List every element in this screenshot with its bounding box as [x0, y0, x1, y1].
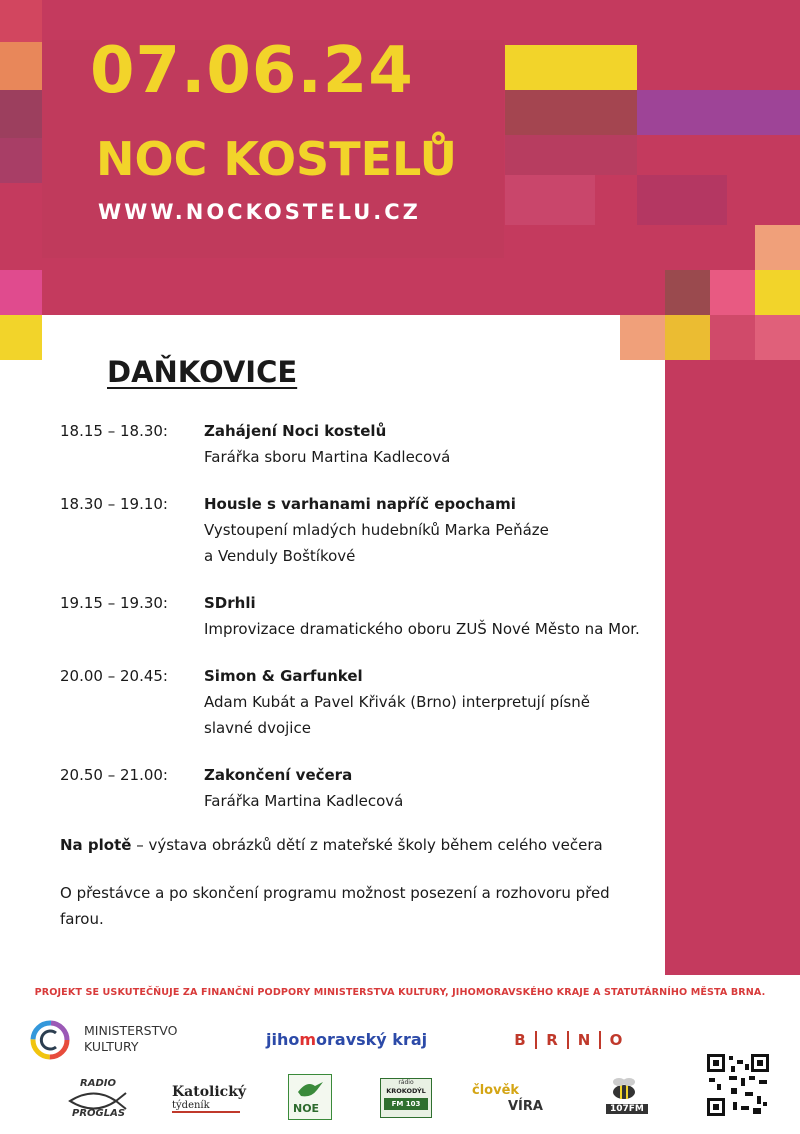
- tydenik-label: týdeník: [172, 1100, 240, 1113]
- schedule-time: 18.15 – 18.30:: [60, 422, 168, 440]
- schedule-line: slavné dvojice: [204, 719, 311, 737]
- schedule-title: Simon & Garfunkel: [204, 667, 363, 685]
- ministry-ring-icon: [28, 1018, 72, 1062]
- schedule-title: Housle s varhanami napříč epochami: [204, 495, 516, 513]
- event-website: WWW.NOCKOSTELU.CZ: [98, 200, 421, 224]
- place-heading: DAŇKOVICE: [107, 355, 298, 389]
- katolicky-label: Katolický: [172, 1084, 247, 1100]
- schedule-title: Zahájení Noci kostelů: [204, 422, 387, 440]
- deco-square: [755, 315, 800, 360]
- ministry-of-culture-logo: [28, 1018, 228, 1062]
- deco-square: [0, 138, 42, 183]
- schedule-line: Vystoupení mladých hudebníků Marka Peňáze: [204, 521, 549, 539]
- krokodyl-fm-label: FM 103: [384, 1098, 428, 1110]
- schedule-time: 19.15 – 19.30:: [60, 594, 168, 612]
- south-moravian-region-logo: [266, 1030, 427, 1049]
- region-text-b: m: [299, 1030, 317, 1049]
- schedule-description: [204, 590, 660, 642]
- deco-square: [505, 45, 637, 90]
- region-text-c: oravský kraj: [316, 1030, 428, 1049]
- brno-letter: O: [609, 1031, 623, 1049]
- schedule-description: [204, 491, 660, 569]
- funding-statement: PROJEKT SE USKUTEČŇUJE ZA FINANČNÍ PODPORY MINISTERSTVA KULTURY, JIHOMORAVSKÉHO KRAJE A STATUTÁRNÍHO MĚSTA BRNA.: [34, 987, 766, 998]
- right-color-band: [665, 315, 800, 975]
- deco-square: [505, 135, 637, 175]
- deco-square: [755, 270, 800, 315]
- region-text-a: jiho: [266, 1030, 300, 1049]
- deco-square: [710, 315, 755, 360]
- schedule-title: SDrhli: [204, 594, 256, 612]
- proglas-label: PROGLAS: [72, 1108, 126, 1119]
- tv-noe-logo: [288, 1074, 332, 1120]
- schedule-line: a Venduly Boštíkové: [204, 547, 356, 565]
- schedule-item: [60, 663, 660, 741]
- krokodyl-radio-label: rádio: [398, 1079, 414, 1086]
- deco-square: [505, 90, 637, 135]
- schedule-title: Zakončení večera: [204, 766, 353, 784]
- schedule-item: [60, 418, 660, 470]
- schedule-line: Adam Kubát a Pavel Křivák (Brno) interpretují písně: [204, 693, 590, 711]
- program-schedule: [60, 418, 660, 835]
- schedule-time: 20.50 – 21.00:: [60, 766, 168, 784]
- deco-square: [637, 90, 800, 135]
- radio-label: RADIO: [80, 1078, 116, 1089]
- schedule-item: [60, 491, 660, 569]
- deco-square: [0, 315, 42, 360]
- krokodyl-name-label: KROKODÝL: [386, 1087, 426, 1095]
- event-date: 07.06.24: [90, 34, 414, 108]
- frekvence-label: 107FM: [606, 1104, 648, 1114]
- dove-icon: [295, 1078, 325, 1100]
- schedule-line: Improvizace dramatického oboru ZUŠ Nové Město na Mor.: [204, 620, 640, 638]
- deco-square: [505, 175, 595, 225]
- deco-square: [0, 0, 42, 42]
- deco-square: [710, 270, 755, 315]
- deco-square: [620, 315, 665, 360]
- deco-square: [0, 90, 42, 138]
- deco-square: [637, 175, 727, 225]
- katolicky-tydenik-logo: [172, 1084, 252, 1120]
- schedule-line: Farářka sboru Martina Kadlecová: [204, 448, 451, 466]
- schedule-time: 20.00 – 20.45:: [60, 667, 168, 685]
- deco-square: [755, 225, 800, 270]
- vira-label: VÍRA: [508, 1099, 543, 1114]
- deco-square: [665, 270, 710, 315]
- brno-letter: B: [505, 1031, 537, 1049]
- schedule-item: [60, 762, 660, 814]
- schedule-time: 18.30 – 19.10:: [60, 495, 168, 513]
- deco-square: [0, 270, 42, 315]
- deco-square: [0, 42, 42, 90]
- clovek-a-vira-logo: [472, 1083, 562, 1119]
- note-bold-label: Na plotě: [60, 836, 132, 854]
- qr-code-icon: [705, 1052, 771, 1118]
- schedule-description: [204, 762, 660, 814]
- schedule-line: Farářka Martina Kadlecová: [204, 792, 404, 810]
- schedule-description: [204, 418, 660, 470]
- noe-label: NOE: [293, 1102, 320, 1115]
- event-title: NOC KOSTELŮ: [96, 132, 458, 186]
- clovek-label: člověk: [472, 1083, 520, 1098]
- bee-icon: [608, 1076, 640, 1102]
- ministry-name-line: MINISTERSTVO: [84, 1023, 178, 1038]
- schedule-item: [60, 590, 660, 642]
- frekvence-1-logo: [600, 1076, 648, 1120]
- note-text: – výstava obrázků dětí z mateřské školy během celého večera: [131, 836, 603, 854]
- brno-city-logo: [505, 1030, 631, 1049]
- break-note: O přestávce a po skončení programu možnost posezení a rozhovoru před farou.: [60, 884, 610, 928]
- fence-exhibition-note: [60, 832, 660, 858]
- schedule-description: [204, 663, 660, 741]
- radio-krokodyl-logo: [380, 1078, 432, 1118]
- brno-letter: R: [537, 1031, 569, 1049]
- radio-proglas-logo: [60, 1078, 140, 1122]
- brno-letter: N: [569, 1031, 601, 1049]
- ministry-name-line: KULTURY: [84, 1039, 139, 1054]
- deco-square: [665, 315, 710, 360]
